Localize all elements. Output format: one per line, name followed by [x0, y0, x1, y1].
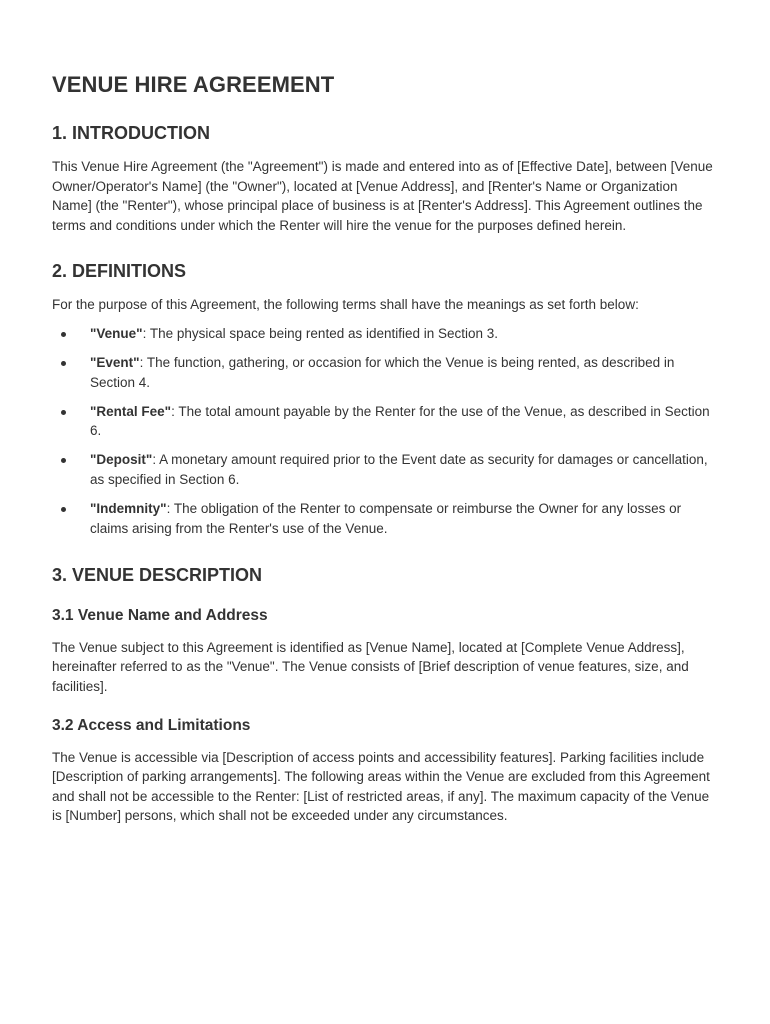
list-item [52, 450, 718, 489]
bullet-icon [61, 332, 66, 337]
definition-text: : The total amount payable by the Renter for the use of the Venue, as described in Section 6. [90, 403, 710, 439]
bullet-icon [61, 361, 66, 366]
venue-name-address-paragraph: The Venue subject to this Agreement is identified as [Venue Name], located at [Complete Venue Address], hereinafter referred to as the "Venue". The Venue consists of [Brief description of venue features, size, and facilities]. [52, 639, 689, 694]
list-item [52, 353, 718, 392]
access-limitations-paragraph: The Venue is accessible via [Description of access points and accessibility features]. Parking facilities include [Description of parking arrangements]. The following areas within the Venue are excluded from this Agreement and shall not be accessible to the Renter: [List of restricted areas, if any]. The maximum capacity of the Venue is [Number] persons, which shall not be exceeded under any circumstances. [52, 749, 710, 824]
definitions-intro: For the purpose of this Agreement, the following terms shall have the meanings as set forth below: [52, 297, 639, 313]
section-heading-definitions: 2. DEFINITIONS [52, 261, 187, 282]
section-heading-venue-description: 3. VENUE DESCRIPTION [52, 564, 263, 585]
section-venue-description [52, 563, 718, 826]
definitions-list [52, 324, 718, 538]
definition-term: "Rental Fee" [90, 403, 172, 419]
bullet-icon [61, 458, 66, 463]
definition-term: "Indemnity" [90, 501, 167, 517]
section-heading-introduction: 1. INTRODUCTION [52, 123, 211, 143]
bullet-icon [61, 410, 66, 415]
list-item [52, 402, 718, 441]
subsection-heading-venue-name-address: 3.1 Venue Name and Address [52, 606, 268, 624]
list-item [52, 499, 718, 538]
bullet-icon [61, 507, 66, 512]
section-definitions [52, 259, 718, 538]
definition-term: "Event" [90, 355, 140, 371]
list-item [52, 324, 718, 344]
document-title: VENUE HIRE AGREEMENT [52, 72, 335, 97]
subsection-heading-access-limitations: 3.2 Access and Limitations [52, 716, 251, 734]
introduction-paragraph: This Venue Hire Agreement (the "Agreement") is made and entered into as of [Effective Date], between [Venue Owner/Operator's Name] (the "Owner"), located at [Venue Address], and [Renter's Name or Organization Name] (the "Renter"), whose principal place of business is at [Renter's Address]. This Agreement outlines the terms and conditions under which the Renter will hire the venue for the purposes defined herein. [52, 159, 713, 233]
definition-text: : A monetary amount required prior to the Event date as security for damages or cancellation, as specified in Section 6. [90, 452, 708, 488]
definition-text: : The obligation of the Renter to compensate or reimburse the Owner for any losses or claims arising from the Renter's use of the Venue. [90, 501, 682, 536]
definition-term: "Venue" [90, 325, 143, 341]
definition-text: : The function, gathering, or occasion for which the Venue is being rented, as described in Section 4. [90, 355, 675, 390]
definition-text: : The physical space being rented as identified in Section 3. [142, 325, 499, 341]
definition-term: "Deposit" [90, 452, 153, 468]
section-introduction [52, 121, 718, 235]
